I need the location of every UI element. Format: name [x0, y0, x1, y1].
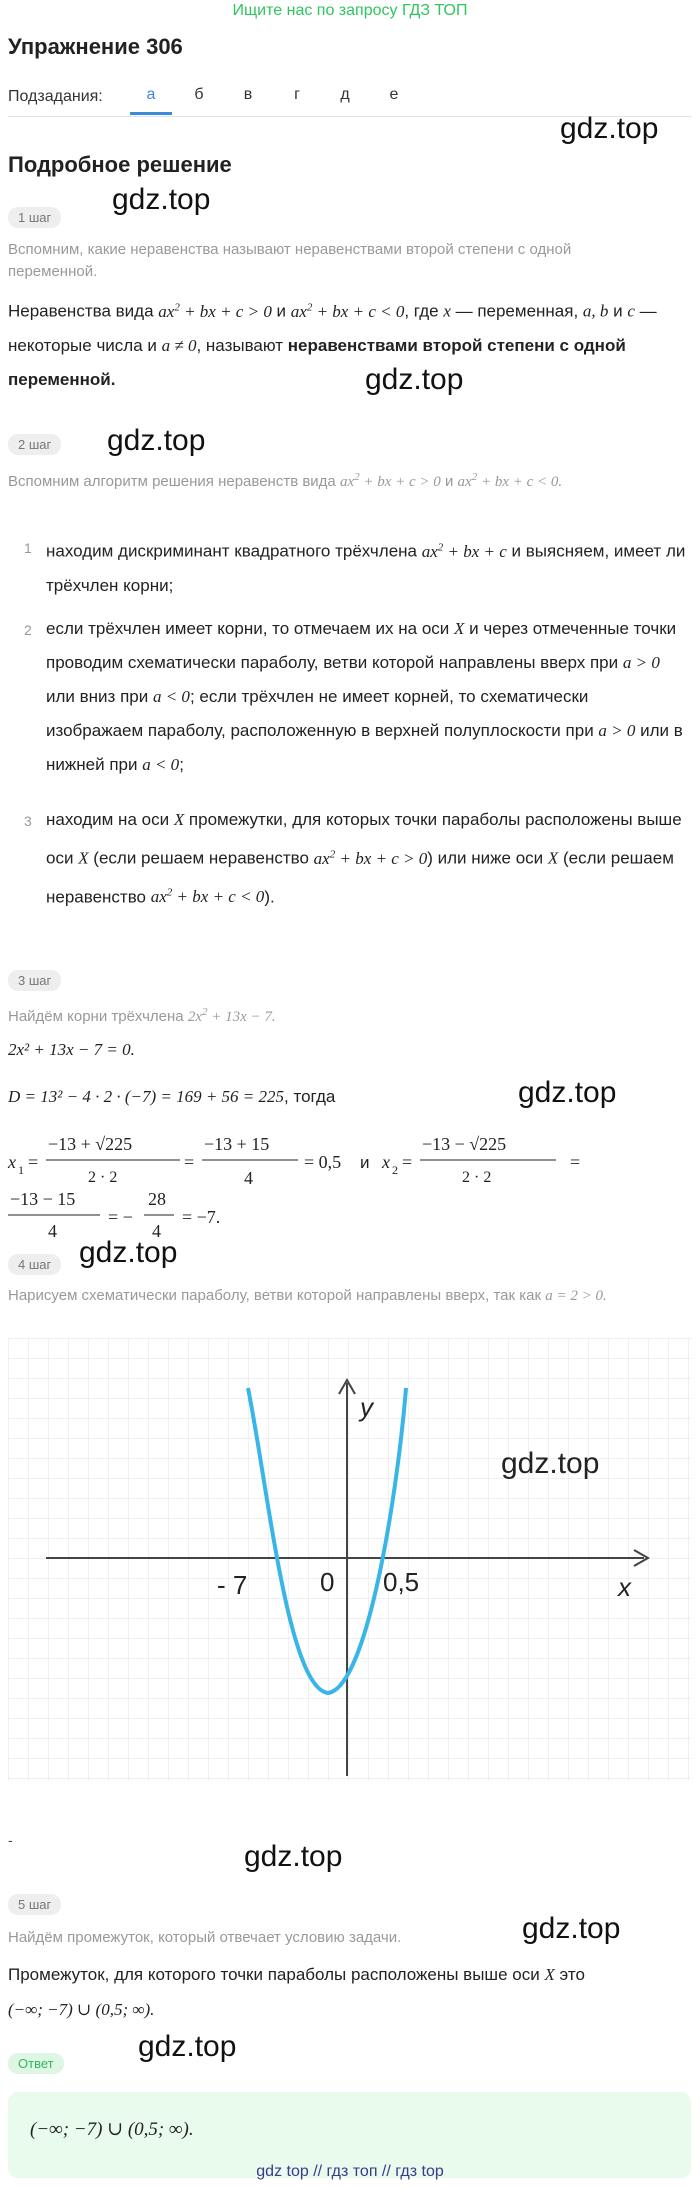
origin-label: 0: [320, 1567, 335, 1597]
page-title: Упражнение 306: [8, 34, 183, 59]
interval: (−∞; −7) ∪ (0,5; ∞).: [8, 2000, 155, 2019]
section-title: Подробное решение: [8, 152, 232, 177]
y-axis-label: y: [360, 1392, 373, 1422]
stray-dash: -: [8, 1832, 13, 1848]
subtasks-label: Подзадания:: [8, 88, 103, 105]
list-item: находим дискриминант квадратного трёхчлена $ax^2$ + bx + c и выясняем, имеет ли трёхчлен корни;: [46, 541, 686, 595]
equation: 2x² + 13x − 7 = 0.: [8, 1040, 135, 1059]
watermark: gdz.top: [107, 424, 206, 457]
tab-e[interactable]: е: [389, 86, 399, 103]
root-right-label: 0,5: [383, 1567, 420, 1597]
x1-numerator2: −13 + 15: [204, 1134, 270, 1154]
svg-text:=: =: [570, 1152, 581, 1172]
x2-denominator2: 4: [48, 1221, 57, 1241]
step-badge: 2 шаг: [8, 434, 61, 455]
parabola-graph: [8, 1338, 692, 1780]
roots-formula: [0, 1120, 700, 1241]
x2-numerator3: 28: [148, 1189, 166, 1209]
tab-g[interactable]: г: [294, 86, 300, 103]
step-text: Неравенства вида $ax^2$ + bx + c > 0 и $ax^2$ + bx + c < 0, где x — переменная, a, b и c — некоторые числа и a ≠ 0, называют неравенствами второй степени с одной переменной.: [8, 301, 657, 389]
svg-text:1: 1: [18, 1163, 24, 1177]
answer-badge: Ответ: [8, 2053, 64, 2074]
active-tab-indicator: [130, 112, 172, 115]
svg-text:x: x: [8, 1152, 16, 1172]
step-badge: 4 шаг: [8, 1254, 61, 1275]
watermark: gdz.top: [244, 1840, 343, 1873]
tab-d[interactable]: д: [340, 86, 350, 103]
watermark: gdz.top: [522, 1912, 621, 1945]
search-banner[interactable]: Ищите нас по запросу ГДЗ ТОП: [232, 2, 468, 19]
x2-denominator: 2 · 2: [462, 1169, 492, 1186]
step-hint: Найдём корни трёхчлена $2x^2 + 13x - 7$.: [8, 1006, 276, 1025]
watermark: gdz.top: [138, 2030, 237, 2063]
watermark: gdz.top: [560, 112, 659, 145]
x2-numerator2: −13 − 15: [10, 1189, 76, 1209]
svg-text:и: и: [360, 1153, 370, 1172]
step-hint: Найдём промежуток, который отвечает условию задачи.: [8, 1929, 402, 1946]
watermark: gdz.top: [365, 363, 464, 396]
x1-denominator: 2 · 2: [88, 1169, 118, 1186]
list-item: находим на оси X промежутки, для которых точки параболы расположены выше оси X (если решаем неравенство $ax^2$ + bx + c > 0) или ниже оси X (если решаем неравенство $ax^2$ + bx + c < 0).: [46, 810, 682, 907]
answer-value: (−∞; −7) ∪ (0,5; ∞).: [30, 2119, 194, 2140]
list-number: 2: [24, 622, 32, 638]
step-badge: 3 шаг: [8, 970, 61, 991]
step-badge: 5 шаг: [8, 1894, 61, 1915]
tab-b[interactable]: б: [194, 86, 204, 103]
step-hint: Вспомним, какие неравенства называют неравенствами второй степени с одной переменной.: [8, 241, 572, 280]
list-number: 1: [24, 540, 32, 556]
svg-text:2: 2: [392, 1163, 398, 1177]
tab-v[interactable]: в: [243, 86, 253, 103]
list-item: если трёхчлен имеет корни, то отмечаем их на оси X и через отмеченные точки проводим схематически параболу, ветви которой направлены вверх при a > 0 или вниз при a < 0; если трёхчлен не имеет корней, то схематически изображаем параболу, расположенную в верхней полуплоскости при a > 0 или в нижней при a < 0;: [46, 619, 683, 774]
tab-a[interactable]: а: [146, 86, 156, 103]
svg-text:= −: = −: [108, 1207, 133, 1227]
svg-text:=: =: [28, 1152, 39, 1172]
step-hint: Нарисуем схематически параболу, ветви которой направлены вверх, так как a = 2 > 0.: [8, 1287, 607, 1304]
list-number: 3: [24, 813, 32, 829]
svg-text:x: x: [382, 1152, 390, 1172]
root-left-label: - 7: [217, 1570, 248, 1600]
svg-text:=: =: [184, 1152, 195, 1172]
x-axis-label: x: [618, 1572, 631, 1602]
step-text: Промежуток, для которого точки параболы расположены выше оси X это: [8, 1965, 585, 1984]
x2-value: = −7.: [182, 1207, 221, 1227]
watermark: gdz.top: [501, 1447, 600, 1480]
x2-denominator3: 4: [152, 1221, 161, 1241]
step-badge: 1 шаг: [8, 207, 61, 228]
x1-numerator: −13 + √225: [48, 1134, 133, 1154]
x1-denominator2: 4: [244, 1168, 253, 1188]
svg-text:=: =: [402, 1152, 413, 1172]
x2-numerator: −13 − √225: [422, 1134, 507, 1154]
watermark: gdz.top: [79, 1236, 178, 1269]
footer-links[interactable]: gdz top // гдз топ // гдз top: [256, 2163, 444, 2180]
x1-value: = 0,5: [304, 1152, 342, 1172]
watermark: gdz.top: [112, 183, 211, 216]
discriminant: D = 13² − 4 · 2 · (−7) = 169 + 56 = 225, тогда: [8, 1087, 336, 1106]
watermark: gdz.top: [518, 1076, 617, 1109]
step-hint: Вспомним алгоритм решения неравенств вида $ax^2$ + bx + c > 0 и $ax^2$ + bx + c < 0.: [8, 471, 563, 490]
